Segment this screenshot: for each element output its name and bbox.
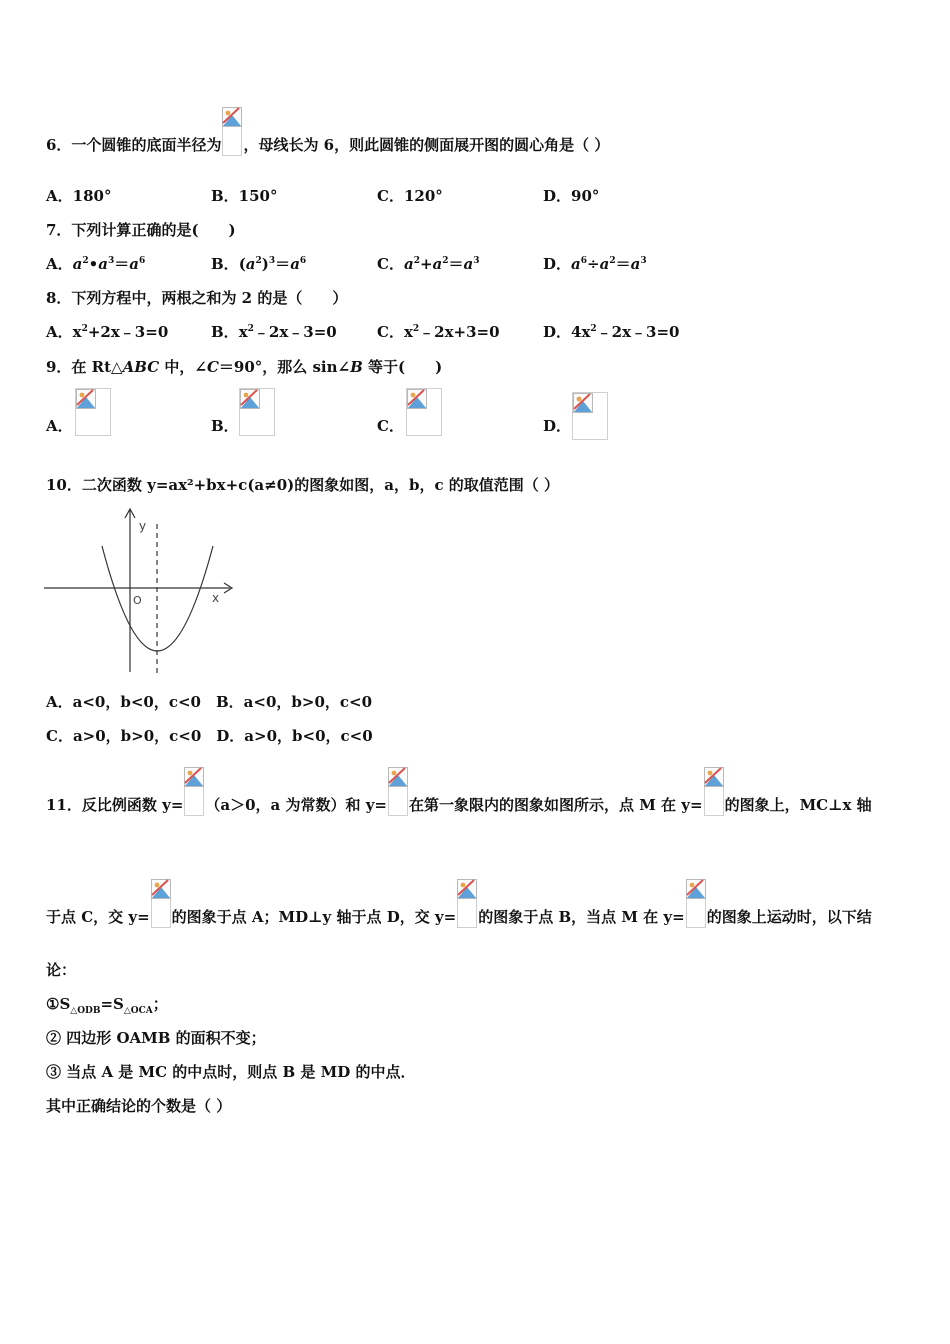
formula-image-placeholder	[704, 786, 724, 816]
conclusion-3: ③ 当点 A 是 MC 的中点时，则点 B 是 MD 的中点．	[46, 1063, 416, 1081]
q6-option-b: B．150°	[211, 187, 278, 205]
formula-image-placeholder	[222, 126, 242, 156]
q6-text-b: ，母线长为 6，则此圆锥的侧面展开图的圆心角是（ ）	[243, 136, 610, 154]
question-6	[46, 126, 609, 156]
question-10: 10．二次函数 y=ax²+bx+c(a≠0)的图象如图，a，b，c 的取值范围（ ）	[46, 476, 560, 494]
q8-option-b: B．$x^2﹣2x﹣3=0$	[211, 323, 337, 341]
q9-option-a-image	[75, 388, 111, 436]
broken-image-icon	[222, 107, 242, 127]
broken-image-icon	[151, 879, 171, 899]
q7-option-d: D．$a^6\div a^2=a^3$	[543, 255, 647, 273]
formula-image-placeholder	[686, 898, 706, 928]
question-11-line-2: 于点 C，交 y= 的图象于点 A；MD⊥y 轴于点 D，交 y= 的图象于点 B，当点 M 在 y= 的图象上运动时，以下结	[46, 898, 872, 928]
y-axis-label: y	[139, 519, 147, 533]
formula-image-placeholder	[151, 898, 171, 928]
broken-image-icon	[457, 879, 477, 899]
q9-option-b-image	[239, 388, 275, 436]
question-8: 8．下列方程中，两根之和为 2 的是（ ）	[46, 289, 348, 307]
broken-image-icon	[240, 389, 260, 409]
formula-image-placeholder	[457, 898, 477, 928]
broken-image-icon	[686, 879, 706, 899]
broken-image-icon	[184, 767, 204, 787]
q7-option-c: C．$a^2+a^2=a^3$	[377, 255, 480, 273]
question-11-line-3: 论：	[46, 961, 77, 979]
q6-option-c: C．120°	[377, 187, 443, 205]
q9-option-c-image	[406, 388, 442, 436]
q8-option-d: D．$4x^2﹣2x﹣3=0$	[543, 323, 680, 341]
formula-image-placeholder	[388, 786, 408, 816]
conclusion-2: ② 四边形 OAMB 的面积不变；	[46, 1029, 266, 1047]
formula-image-placeholder	[184, 786, 204, 816]
parabola-graph	[44, 506, 236, 678]
broken-image-icon	[76, 389, 96, 409]
broken-image-icon	[407, 389, 427, 409]
q8-option-a: A．$x^2+2x﹣3=0$	[46, 323, 169, 341]
x-axis-label: x	[212, 591, 220, 605]
q9-option-b-label: B．	[211, 417, 239, 435]
question-9: 9．在 Rt△ABC 中，∠C＝90°，那么 sin∠B 等于( )	[46, 358, 443, 376]
question-7: 7．下列计算正确的是( )	[46, 221, 236, 239]
q6-text-a: 6．一个圆锥的底面半径为	[46, 136, 222, 154]
question-11-line-1: 11．反比例函数 y= （a＞0，a 为常数）和 y= 在第一象限内的图象如图所示，点 M 在 y= 的图象上，MC⊥x 轴	[46, 786, 872, 816]
q6-option-d: D．90°	[543, 187, 600, 205]
q9-option-d-image	[572, 392, 608, 440]
q7-option-b: B．$(a^2)^3=a^6$	[211, 255, 307, 273]
q6-option-a: A．180°	[46, 187, 112, 205]
q10-options-cd: C．a>0，b>0，c<0 D．a>0，b<0，c<0	[46, 727, 373, 745]
broken-image-icon	[573, 393, 593, 413]
conclusion-1: $①S_{\triangle ODB}=S_{\triangle OCA}$；	[46, 995, 168, 1016]
q9-option-c-label: C．	[377, 417, 404, 435]
q10-options-ab: A．a<0，b<0，c<0 B．a<0，b>0，c<0	[46, 693, 373, 711]
q9-option-d-label: D．	[543, 417, 572, 435]
q8-option-c: C．$x^2﹣2x+3=0$	[377, 323, 500, 341]
q9-option-a-label: A．	[46, 417, 73, 435]
origin-label: O	[133, 594, 142, 607]
q7-option-a: A．$a^2•a^3=a^6$	[46, 255, 146, 273]
broken-image-icon	[704, 767, 724, 787]
question-11-ask: 其中正确结论的个数是（ ）	[46, 1097, 232, 1115]
broken-image-icon	[388, 767, 408, 787]
